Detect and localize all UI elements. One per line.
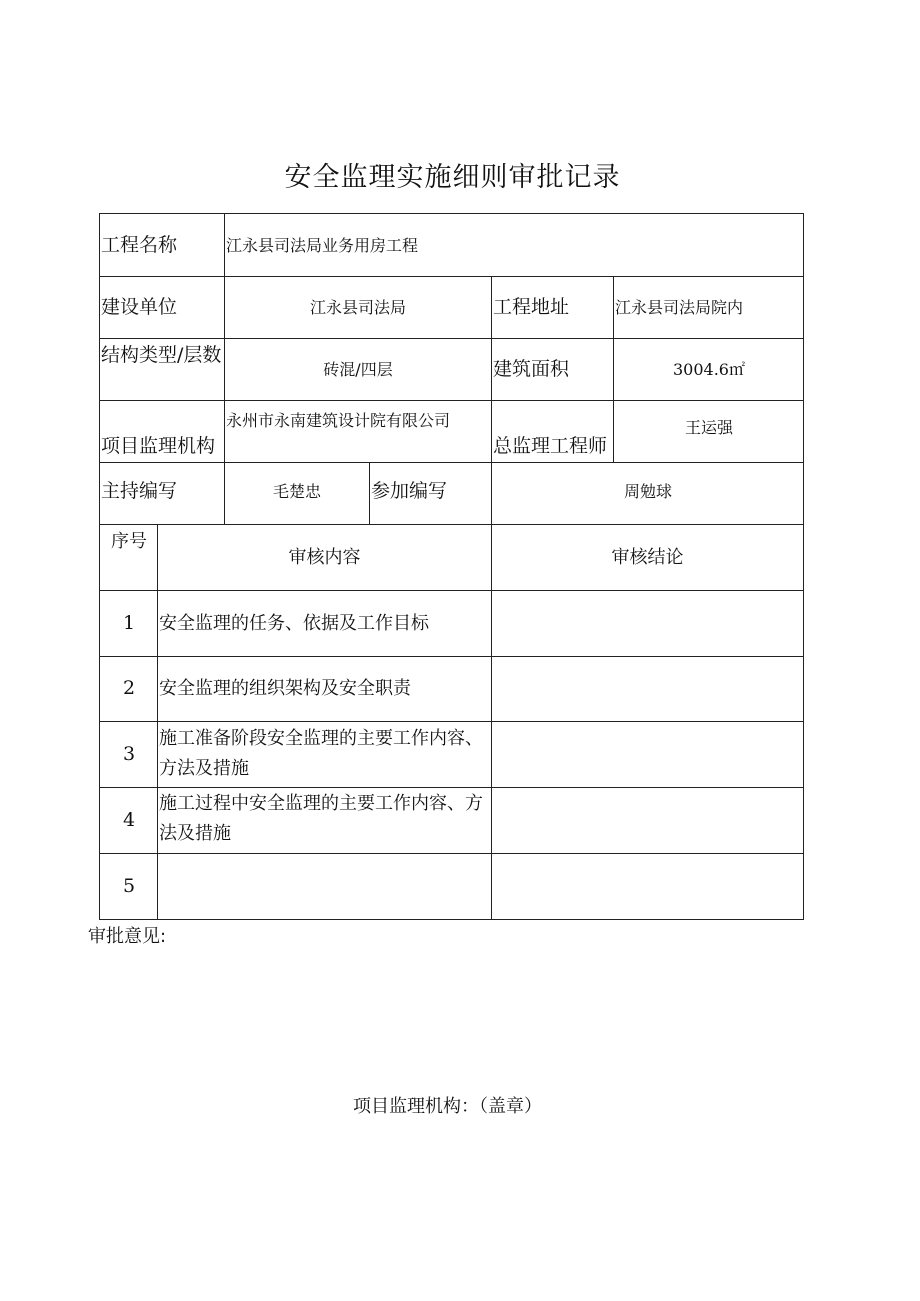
coauthor-label: 参加编写 xyxy=(371,479,448,502)
chief-engineer-label: 总监理工程师 xyxy=(493,435,608,457)
row-content: 施工准备阶段安全监理的主要工作内容、方法及措施 xyxy=(159,728,483,779)
row-conclusion xyxy=(493,721,803,787)
chief-engineer-value: 王运强 xyxy=(684,418,733,437)
row-index: 5 xyxy=(122,874,136,897)
author-value: 毛楚忠 xyxy=(272,481,321,501)
row-content xyxy=(159,853,489,919)
content-header: 审核内容 xyxy=(288,546,361,568)
project-name-value: 江永县司法局业务用房工程 xyxy=(226,235,419,255)
agency-label: 项目监理机构 xyxy=(101,435,216,457)
seal-label: 项目监理机构：（盖章） xyxy=(353,1096,542,1117)
document-title: 安全监理实施细则审批记录 xyxy=(284,162,621,193)
row-conclusion xyxy=(493,590,803,656)
index-header: 序号 xyxy=(111,531,147,552)
column-divider xyxy=(613,276,614,462)
agency-value: 永州市永南建筑设计院有限公司 xyxy=(226,411,451,430)
author-label: 主持编写 xyxy=(101,479,178,502)
row-index: 2 xyxy=(122,677,136,699)
project-name-label: 工程名称 xyxy=(101,233,178,256)
approval-opinion-label: 审批意见: xyxy=(88,926,167,947)
row-conclusion xyxy=(493,787,803,853)
address-label: 工程地址 xyxy=(493,295,570,318)
row-content: 安全监理的组织架构及安全职责 xyxy=(159,678,411,699)
row-content: 安全监理的任务、依据及工作目标 xyxy=(159,612,429,634)
builder-label: 建设单位 xyxy=(101,295,178,318)
structure-value: 砖混/四层 xyxy=(323,359,393,379)
structure-label: 结构类型/层数 xyxy=(101,344,222,366)
row-index: 3 xyxy=(122,742,136,765)
row-index: 4 xyxy=(122,808,136,831)
approval-form-table xyxy=(99,213,804,920)
area-label: 建筑面积 xyxy=(493,357,570,380)
conclusion-header: 审核结论 xyxy=(611,546,684,568)
column-divider xyxy=(369,462,370,524)
row-conclusion xyxy=(493,656,803,721)
builder-value: 江永县司法局 xyxy=(309,297,406,317)
area-value: 3004.6㎡ xyxy=(673,359,745,379)
column-divider xyxy=(491,276,492,462)
row-index: 1 xyxy=(122,611,136,634)
coauthor-value: 周勉球 xyxy=(623,481,672,501)
address-value: 江永县司法局院内 xyxy=(615,297,744,317)
row-conclusion xyxy=(493,853,803,919)
row-content: 施工过程中安全监理的主要工作内容、方法及措施 xyxy=(159,793,483,844)
